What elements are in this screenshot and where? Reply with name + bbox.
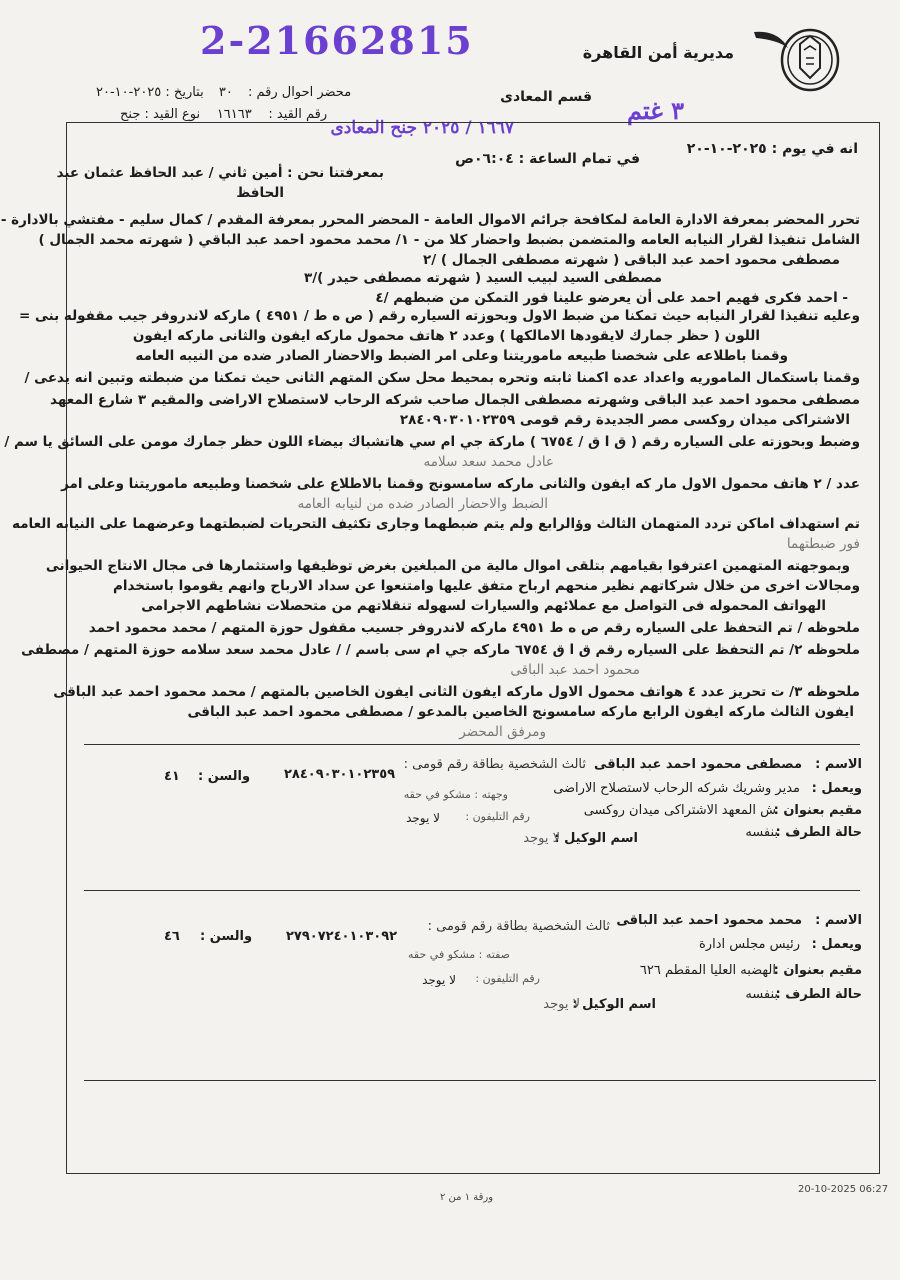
body-line: فور ضبطتهما <box>786 536 860 552</box>
opening-by-cont: الحافظ <box>236 185 284 201</box>
party1-party-label: حالة الطرف : <box>775 825 862 840</box>
date-label: بتاريخ : <box>165 85 204 100</box>
party1-address-label: مقيم بعنوان : <box>773 803 862 818</box>
party1-address: ش المعهد الاشتراكى ميدان روكسى <box>583 803 776 818</box>
party2-national-id: ٢٧٩٠٧٢٤٠١٠٣٠٩٢ <box>286 929 398 944</box>
party2-name-label: الاسم : <box>815 913 862 928</box>
party2-name: محمد محمود احمد عبد الباقى <box>616 913 802 928</box>
time-label: في تمام الساعة : <box>518 151 640 167</box>
body-line: مصطفى محمود احمد عبد الباقى ( شهرته مصطفى الجمال ) /٢ <box>422 252 840 268</box>
body-line: الضبط والاحضار الصادر ضده من لنيابه العامه <box>297 496 548 512</box>
party2-job: رئيس مجلس ادارة <box>699 937 800 952</box>
party1-agent-label: اسم الوكيل : <box>554 831 638 846</box>
party2-age-label: والسن : <box>200 929 253 944</box>
party2-job-label: ويعمل : <box>811 937 862 952</box>
party2-phone-label: رقم التليفون : <box>475 972 540 985</box>
body-line: وقمنا باطلاعه على شخصنا طبيعه ماموريتنا وعلى امر الضبط والاحضار الصادر ضده من النيبه العامه <box>135 348 788 364</box>
body-line: وقمنا باستكمال الماموريه واعداد عده اكمنا ثابته وتحره بمحيط محل سكن المتهم الثانى حيث تمكنا من ضبطته وتبين انه يدعى / <box>24 370 860 386</box>
police-emblem-logo <box>748 22 848 94</box>
body-line: ملحوظه ٢/ تم التحفظ على السياره رقم ق ا ق ٦٧٥٤ ماركه جي ام سى باسم / / عادل محمد سعد سلامه حوزة المتهم / مصطفى <box>21 642 860 658</box>
party1-phone: لا يوجد <box>406 811 440 825</box>
body-line: اللون ( حظر جمارك لايقودها الامالكها ) وعدد ٢ هاتف محمول ماركه ايفون والثانى ماركه ايفون <box>132 328 760 344</box>
body-line: الشامل تنفيذا لقرار النيابه العامه والمتضمن بضبط واحضار كلا من - ١/ محمد محمود احمد عبد الباقي ( شهرته محمد الجمال ) <box>38 232 860 248</box>
party2-id-type: ثالث الشخصية بطاقة رقم قومى : <box>427 919 610 934</box>
party2-party: بنفسه <box>745 987 778 1002</box>
party2-agent: لا يوجد <box>543 997 580 1012</box>
separator-line <box>84 744 860 745</box>
body-line: محمود احمد عبد الباقى <box>510 662 640 678</box>
department-name: قسم المعادى <box>500 89 592 105</box>
body-line: وعليه تنفيذا لقرار النيابه حيث تمكنا من ضبط الاول وبحوزته السياره رقم ( ص ه ط / ٤٩٥١ ) ماركه لاندروفر جيب مقفوله بنى = <box>18 308 860 324</box>
record-info <box>96 84 351 102</box>
entry-info <box>120 106 327 124</box>
party2-address: الهضبه العليا المقطم ٦٢٦ <box>639 963 776 978</box>
body-line: عدد / ٢ هاتف محمول الاول مار كه ايفون والثانى ماركه سامسونج وقمنا بالاطلاع على شخصنا وطبيعه ماموريتنا وعلى امر <box>61 476 860 492</box>
entry-type-label: نوع القيد : <box>144 107 201 122</box>
entry-label: رقم القيد : <box>268 107 328 122</box>
party2-address-label: مقيم بعنوان : <box>773 963 862 978</box>
party2-party-label: حالة الطرف : <box>775 987 862 1002</box>
record-label: محضر احوال رقم : <box>248 85 352 100</box>
entry-number: ١٦١٦٣ <box>216 107 252 122</box>
party1-phone-label: رقم التليفون : <box>465 810 530 823</box>
opening-by <box>57 164 384 182</box>
separator-line <box>84 1080 876 1081</box>
body-line: ومرفق المحضر <box>459 724 546 740</box>
opening-day <box>687 140 858 159</box>
party2-phone: لا يوجد <box>422 973 456 987</box>
body-line: ايفون الثالث ماركه ايفون الرابع ماركه سامسونج الخاصين بالمدعو / مصطفى محمود احمد عبد الباقى <box>187 704 854 720</box>
page-info: ورقة ١ من ٢ <box>440 1192 494 1203</box>
body-line: مصطفى السيد لبيب السيد ( شهرته مصطفى حيدر )/٣ <box>303 270 662 286</box>
party1-status-note: وجهته : مشكو في حقه <box>403 788 508 801</box>
body-line: تحرر المحضر بمعرفة الادارة العامة لمكافحة جرائم الاموال العامة - المحضر المحرر بمعرفة المقدم / كمال سليم - مفتشي بالادارة - <box>0 212 860 228</box>
record-number: ٣٠ <box>218 85 233 100</box>
party1-name-label: الاسم : <box>815 757 862 772</box>
body-line: - احمد فكرى فهيم احمد على أن يعرضو علينا فور التمكن من ضبطهم /٤ <box>375 290 848 306</box>
separator-line <box>84 890 860 891</box>
day-label: انه في يوم : <box>771 141 858 157</box>
body-line: الاشتراكى ميدان روكسى مصر الجديدة رقم قومى ٢٨٤٠٩٠٣٠١٠٢٣٥٩ <box>399 412 850 428</box>
body-line: الهواتف المحموله فى التواصل مع عملائهم والسيارات لسهوله تنقلاتهم من متحصلات نشاطهم الاجرامى <box>141 598 826 614</box>
handwritten-case-number: 2-21662815 <box>200 18 474 63</box>
body-line: ومجالات اخرى من خلال شركاتهم نظير منحهم ارباح متفق عليها وامتنعوا عن سداد الارباح وانهم يقوموا باستخدام <box>112 578 860 594</box>
party1-agent: لا يوجد <box>523 831 560 846</box>
by-label: بمعرفتنا نحن : <box>287 165 384 181</box>
party1-name: مصطفى محمود احمد عبد الباقى <box>593 757 802 772</box>
body-line: عادل محمد سعد سلامه <box>423 454 554 470</box>
body-line: ملحوظه ٣/ ت تحريز عدد ٤ هواتف محمول الاول ماركه ايفون الثانى ايفون الخاصين بالمتهم / محمد محمود احمد عبد الباقى <box>53 684 860 700</box>
opening-time <box>455 150 640 169</box>
party2-agent-label: اسم الوكيل : <box>572 997 656 1012</box>
party1-id-type: ثالث الشخصية بطاقة رقم قومى : <box>403 757 586 772</box>
party1-age: ٤١ <box>164 769 180 784</box>
date-value: ٢٠٢٥-١٠-٢٠ <box>96 85 162 100</box>
handwritten-reference: ١٦٦٧ / ٢٠٢٥ جنح المعادى <box>330 118 514 138</box>
by-value: أمين ثاني / عبد الحافظ عثمان عبد <box>56 165 283 181</box>
party1-party: بنفسه <box>745 825 778 840</box>
body-line: مصطفى محمود احمد عبد الباقى وشهرته مصطفى الجمال صاحب شركه الرحاب لاستصلاح الاراضى والمقيم ٣ شارع المعهد <box>50 392 860 408</box>
party1-national-id: ٢٨٤٠٩٠٣٠١٠٢٣٥٩ <box>284 767 396 782</box>
day-value: ٢٠٢٥-١٠-٢٠ <box>686 141 767 157</box>
party2-status-note: صفته : مشكو في حقه <box>408 948 510 961</box>
body-line: وبموجهته المتهمين اعترفوا بقيامهم بتلقى اموال مالية من المبلغين بغرض توظيفها واستثمارها فى مجال الانتاج الحيوانى <box>45 558 850 574</box>
party1-job-label: ويعمل : <box>811 781 862 796</box>
party1-age-label: والسن : <box>198 769 251 784</box>
body-line: تم استهداف اماكن تردد المتهمان الثالث وؤالرابع ولم يتم ضبطهما وجارى تكثيف التحريات لضبطتهما وعرضهما على النيابه العامه <box>12 516 860 532</box>
party1-job: مدير وشريك شركه الرحاب لاستصلاح الاراضى <box>553 781 800 796</box>
directorate-title: مديرية أمن القاهرة <box>582 43 734 62</box>
print-timestamp: 20-10-2025 06:27 <box>798 1184 889 1195</box>
body-line: وضبط وبحوزته على السياره رقم ( ق ا ق / ٦٧٥٤ ) ماركة جي ام سي هاتشباك بيضاء اللون حظر جمارك مومن على السائق يا سم / <box>4 434 860 450</box>
body-line: ملحوظه / تم التحفظ على السياره رقم ص ه ط ٤٩٥١ ماركه لاندروفر جسيب مقفول حوزة المتهم / محمد محمود احمد <box>88 620 860 636</box>
party2-age: ٤٦ <box>164 929 180 944</box>
entry-type: جنح <box>120 107 141 122</box>
time-value: ٠٦:٠٤ص <box>455 151 514 167</box>
handwritten-mark: ٣ غتم <box>626 96 684 125</box>
